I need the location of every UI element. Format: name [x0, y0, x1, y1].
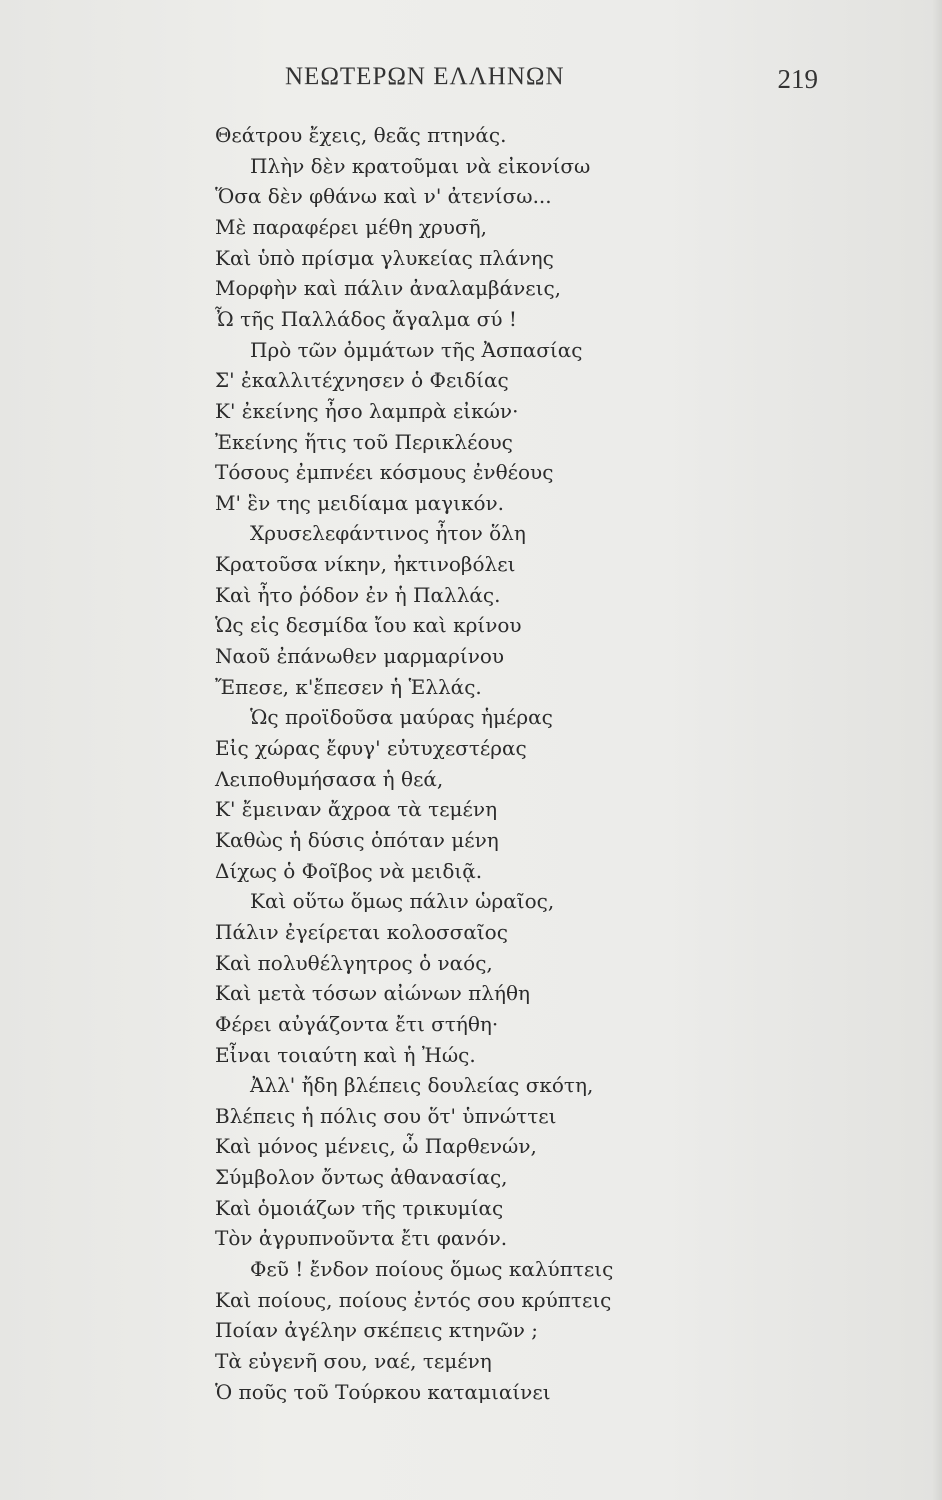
poem-line: Κ' ἔμειναν ἄχροα τὰ τεμένη — [215, 797, 498, 822]
poem-line: Καὶ μετὰ τόσων αἰώνων πλήθη — [215, 981, 530, 1006]
poem-line: Πρὸ τῶν ὀμμάτων τῆς Ἀσπασίας — [250, 337, 583, 362]
poem-line: Καὶ πολυθέλγητρος ὁ ναός, — [215, 950, 493, 975]
poem-line: Μορφὴν καὶ πάλιν ἀναλαμβάνεις, — [215, 276, 562, 301]
poem-line: Φεῦ ! ἔνδον ποίους ὅμως καλύπτεις — [250, 1257, 614, 1282]
poem-line: Τόσους ἐμπνέει κόσμους ἐνθέους — [215, 460, 554, 485]
poem-line: Θεάτρου ἔχεις, θεᾶς πτηνάς. — [215, 123, 507, 147]
poem-line: Ἔπεσε, κ'ἔπεσεν ἡ Ἑλλάς. — [215, 674, 482, 699]
poem-line: Καθὼς ἡ δύσις ὁπόταν μένη — [215, 827, 499, 852]
poem-line: Χρυσελεφάντινος ἦτον ὅλη — [250, 521, 526, 546]
poem-line: Ἐκείνης ἥτις τοῦ Περικλέους — [215, 429, 513, 454]
poem-line: Μὲ παραφέρει μέθη χρυσῆ, — [215, 214, 487, 239]
poem-line: Καὶ ποίους, ποίους ἐντός σου κρύπτεις — [215, 1287, 612, 1312]
poem-line: Μ' ἓν της μειδίαμα μαγικόν. — [215, 490, 504, 515]
poem-line: Πάλιν ἐγείρεται κολοσσαῖος — [215, 919, 508, 944]
poem-line: Ὡς προϊδοῦσα μαύρας ἡμέρας — [250, 705, 553, 730]
poem-line: Δίχως ὁ Φοῖβος νὰ μειδιᾷ. — [215, 858, 483, 883]
poem-line: Ὅσα δὲν φθάνω καὶ ν' ἀτενίσω... — [215, 184, 552, 209]
poem-line: Κ' ἐκείνης ἦσο λαμπρὰ εἰκών· — [215, 398, 519, 423]
poem-line: Πλὴν δὲν κρατοῦμαι νὰ εἰκονίσω — [250, 153, 591, 178]
poem-line: Φέρει αὐγάζοντα ἔτι στήθη· — [215, 1011, 499, 1036]
poem-line: Σ' ἐκαλλιτέχνησεν ὁ Φειδίας — [215, 368, 509, 393]
poem-line: Ὡς εἰς δεσμίδα ἴου καὶ κρίνου — [215, 613, 522, 638]
poem-line: Κρατοῦσα νίκην, ἠκτινοβόλει — [215, 552, 516, 577]
poem-line: Καὶ ὑπὸ πρίσμα γλυκείας πλάνης — [215, 245, 554, 270]
poem-line: Ἀλλ' ἤδη βλέπεις δουλείας σκότη, — [250, 1073, 594, 1098]
poem-line: Τὸν ἀγρυπνοῦντα ἔτι φανόν. — [215, 1226, 508, 1251]
poem-line: Εἶναι τοιαύτη καὶ ἡ Ἠώς. — [215, 1042, 476, 1067]
page-edge-shadow — [932, 0, 942, 1500]
poem-line: Καὶ μόνος μένεις, ὦ Παρθενών, — [215, 1134, 537, 1159]
poem-line: Καὶ οὕτω ὅμως πάλιν ὡραῖος, — [250, 889, 555, 914]
poem-line: Καὶ ἦτο ῥόδον ἐν ἡ Παλλάς. — [215, 582, 501, 607]
poem-line: Ναοῦ ἐπάνωθεν μαρμαρίνου — [215, 644, 505, 669]
page-number: 219 — [777, 64, 818, 94]
poem-line: Βλέπεις ἡ πόλις σου ὅτ' ὑπνώττει — [215, 1103, 557, 1128]
poem-line: Ὁ ποῦς τοῦ Τούρκου καταμιαίνει — [215, 1379, 551, 1404]
poem-line: Εἰς χώρας ἔφυγ' εὐτυχεστέρας — [215, 736, 527, 760]
poem-line: Τὰ εὐγενῆ σου, ναέ, τεμένη — [215, 1349, 492, 1373]
poem-line: Ὦ τῆς Παλλάδος ἄγαλμα σύ ! — [215, 306, 517, 331]
poem-line: Ποίαν ἀγέλην σκέπεις κτηνῶν ; — [215, 1318, 539, 1343]
poem-line: Καὶ ὁμοιάζων τῆς τρικυμίας — [215, 1195, 504, 1220]
poem-line: Λειποθυμήσασα ἡ θεά, — [215, 766, 444, 791]
poem-line: Σύμβολον ὄντως ἀθανασίας, — [215, 1165, 508, 1190]
running-head: ΝΕΩΤΕΡΩΝ ΕΛΛΗΝΩΝ — [285, 63, 565, 90]
